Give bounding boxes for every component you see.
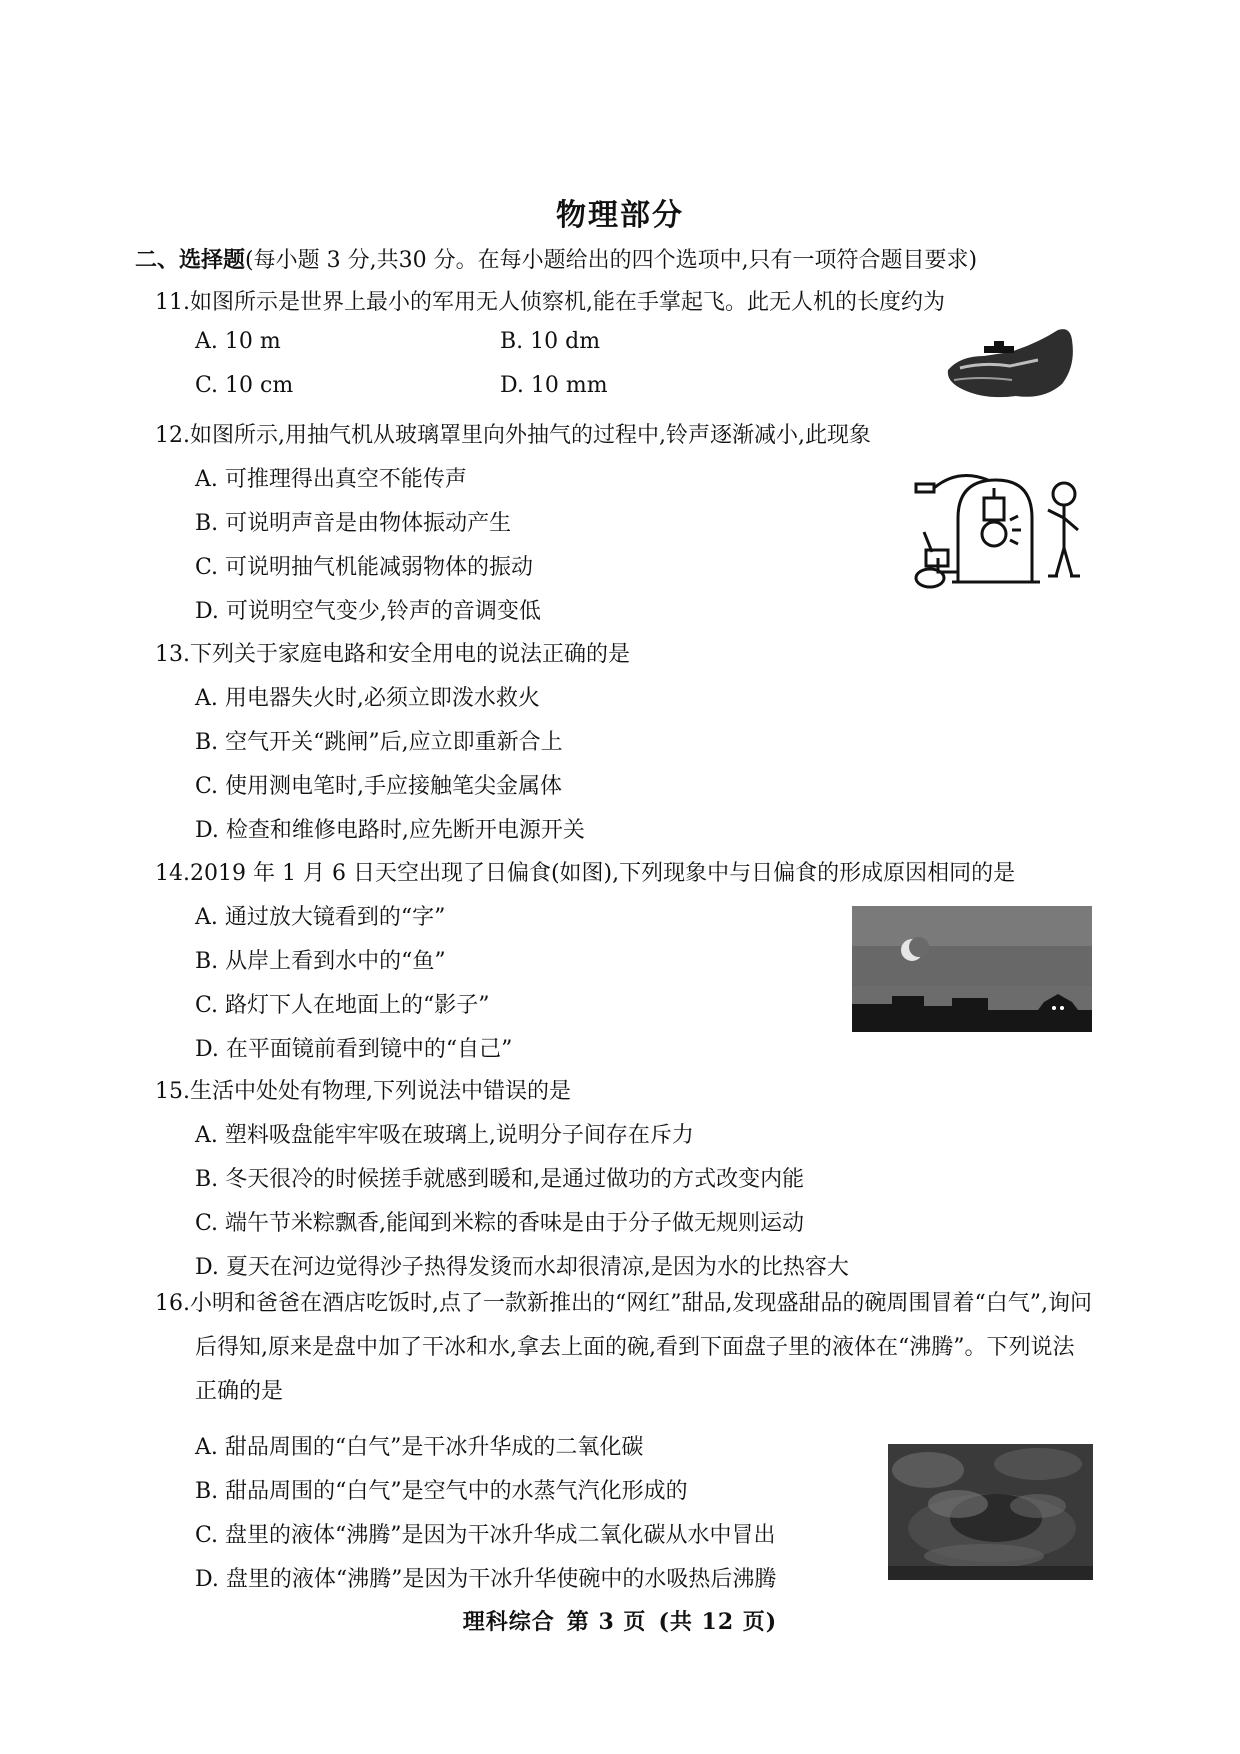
question-text: 生活中处处有物理,下列说法中错误的是 xyxy=(190,1079,571,1104)
option-b: B. 从岸上看到水中的“鱼” xyxy=(195,949,446,974)
question-text: 2019 年 1 月 6 日天空出现了日偏食(如图),下列现象中与日偏食的形成原因相同的是 xyxy=(190,861,1016,886)
question-14 xyxy=(155,856,1095,1062)
option-a: A. 通过放大镜看到的“字” xyxy=(195,905,446,930)
question-text: 如图所示,用抽气机从玻璃罩里向外抽气的过程中,铃声逐渐减小,此现象 xyxy=(190,423,871,448)
section-heading xyxy=(135,243,977,274)
option-c: C. 盘里的液体“沸腾”是因为干冰升华成二氧化碳从水中冒出 xyxy=(195,1523,776,1548)
question-stem xyxy=(155,1074,1095,1105)
option-a: A. 塑料吸盘能牢牢吸在玻璃上,说明分子间存在斥力 xyxy=(195,1123,694,1148)
question-number: 13. xyxy=(155,642,190,667)
question-number: 16. xyxy=(155,1291,190,1316)
option-a: A. 甜品周围的“白气”是干冰升华成的二氧化碳 xyxy=(195,1435,644,1460)
bell-jar-pump-figure xyxy=(898,470,1088,592)
question-stem xyxy=(155,418,1095,449)
option-a: A. 可推理得出真空不能传声 xyxy=(195,467,467,492)
option-c: C. 可说明抽气机能减弱物体的振动 xyxy=(195,555,534,580)
option-c: C. 使用测电笔时,手应接触笔尖金属体 xyxy=(195,774,563,799)
question-text: 下列关于家庭电路和安全用电的说法正确的是 xyxy=(190,642,631,667)
page-title: 物理部分 xyxy=(556,198,684,233)
option-c: C. 路灯下人在地面上的“影子” xyxy=(195,993,490,1018)
option-d: D. 可说明空气变少,铃声的音调变低 xyxy=(195,599,541,624)
option-c: C. 端午节米粽飘香,能闻到米粽的香味是由于分子做无规则运动 xyxy=(195,1211,805,1236)
option-c: C. 10 cm xyxy=(195,373,294,398)
question-16 xyxy=(155,1282,1095,1592)
option-b: B. 甜品周围的“白气”是空气中的水蒸气汽化形成的 xyxy=(195,1479,688,1504)
drone-on-hand-figure xyxy=(940,322,1080,404)
dry-ice-dessert-photo xyxy=(888,1444,1093,1580)
page-footer xyxy=(0,1605,1240,1636)
question-number: 15. xyxy=(155,1079,190,1104)
question-stem xyxy=(155,637,1095,668)
question-15 xyxy=(155,1074,1095,1280)
option-d: D. 10 mm xyxy=(500,373,608,398)
question-12 xyxy=(155,418,1095,624)
option-d: D. 检查和维修电路时,应先断开电源开关 xyxy=(195,818,585,843)
question-text: 如图所示是世界上最小的军用无人侦察机,能在手掌起飞。此无人机的长度约为 xyxy=(190,290,945,315)
option-d: D. 夏天在河边觉得沙子热得发烫而水却很清凉,是因为水的比热容大 xyxy=(195,1255,849,1280)
option-b: B. 空气开关“跳闸”后,应立即重新合上 xyxy=(195,730,563,755)
footer-total-pages: (共 12 页) xyxy=(658,1609,778,1635)
option-d: D. 在平面镜前看到镜中的“自己” xyxy=(195,1037,513,1062)
option-b: B. 可说明声音是由物体振动产生 xyxy=(195,511,512,536)
question-text: 小明和爸爸在酒店吃饭时,点了一款新推出的“网红”甜品,发现盛甜品的碗周围冒着“白气”,询问后得知,原来是盘中加了干冰和水,拿去上面的碗,看到下面盘子里的液体在“沸腾”。下列说法正确的是 xyxy=(190,1291,1092,1404)
question-number: 11. xyxy=(155,290,190,315)
option-d: D. 盘里的液体“沸腾”是因为干冰升华使碗中的水吸热后沸腾 xyxy=(195,1567,777,1592)
option-a: A. 10 m xyxy=(195,329,281,354)
section-instruction: (每小题 3 分,共30 分。在每小题给出的四个选项中,只有一项符合题目要求) xyxy=(245,248,978,273)
question-number: 12. xyxy=(155,423,190,448)
footer-subject: 理科综合 xyxy=(462,1609,555,1635)
option-a: A. 用电器失火时,必须立即泼水救火 xyxy=(195,686,540,711)
option-b: B. 10 dm xyxy=(500,329,601,354)
question-stem xyxy=(155,285,1095,316)
question-stem xyxy=(155,1282,1095,1414)
question-number: 14. xyxy=(155,861,190,886)
section-label: 二、选择题 xyxy=(135,247,246,273)
question-stem xyxy=(155,856,1095,887)
footer-page-number: 第 3 页 xyxy=(566,1609,647,1635)
partial-solar-eclipse-photo xyxy=(852,906,1092,1032)
option-b: B. 冬天很冷的时候搓手就感到暖和,是通过做功的方式改变内能 xyxy=(195,1167,805,1192)
question-11 xyxy=(155,285,1095,398)
question-13 xyxy=(155,637,1095,843)
